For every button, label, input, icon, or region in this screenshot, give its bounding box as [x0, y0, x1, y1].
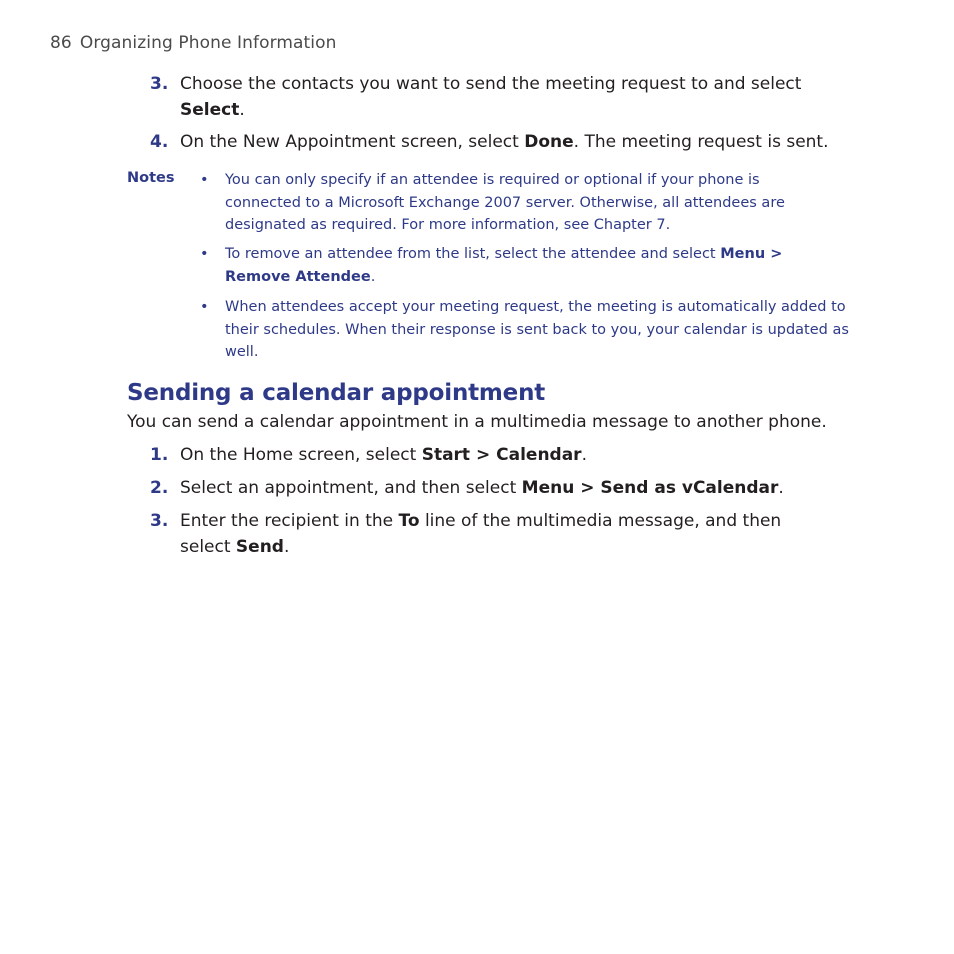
- step-number: 2.: [150, 478, 169, 498]
- step-text-part: Enter the recipient in the: [180, 511, 399, 531]
- bullet-icon: •: [200, 246, 209, 262]
- step-item: [150, 442, 850, 468]
- step-text-part: .: [581, 445, 587, 465]
- note-text: When attendees accept your meeting request, the meeting is automatically added to their schedules. When their response is sent back to you, your calendar is updated as well.: [225, 299, 849, 360]
- step-text-part: Select an appointment, and then select: [180, 478, 522, 498]
- step-number: 3.: [150, 74, 169, 94]
- step-text-part: Choose the contacts you want to send the meeting request to and select: [180, 74, 802, 94]
- step-text: [180, 475, 850, 501]
- note-text-part: To remove an attendee from the list, select the attendee and select: [225, 246, 721, 262]
- step-item: [150, 508, 850, 560]
- step-bold-term: To: [398, 511, 420, 531]
- step-text-part: line of the multimedia message, and then select: [180, 511, 782, 557]
- step-item: [150, 71, 850, 123]
- step-text-part: .: [239, 100, 245, 120]
- running-header: [50, 33, 337, 53]
- step-bold-term: Start > Calendar: [421, 445, 582, 465]
- section-heading: Sending a calendar appointment: [127, 380, 546, 406]
- step-item: [150, 475, 850, 501]
- note-item: [200, 243, 860, 288]
- note-item: [200, 296, 860, 364]
- running-header-title: Organizing Phone Information: [79, 33, 337, 53]
- note-text: You can only specify if an attendee is required or optional if your phone is connected to a Microsoft Exchange 2007 server. Otherwise, all attendees are designated as required. For more information, see Chapter 7.: [225, 172, 785, 233]
- step-text-part: .: [778, 478, 784, 498]
- step-text: [180, 442, 850, 468]
- step-number: 4.: [150, 132, 169, 152]
- step-bold-term: Select: [180, 100, 240, 120]
- page-number: 86: [50, 33, 72, 53]
- step-bold-term: Done: [524, 132, 574, 152]
- step-text-part: .: [283, 537, 290, 557]
- bullet-icon: •: [200, 299, 209, 315]
- step-number: 1.: [150, 445, 169, 465]
- step-bold-term: Menu > Send as vCalendar: [521, 478, 779, 498]
- bullet-icon: •: [200, 172, 209, 188]
- step-number: 3.: [150, 511, 169, 531]
- step-bold-term: Send: [235, 537, 284, 557]
- note-item: [200, 169, 860, 237]
- step-text-part: On the New Appointment screen, select: [180, 132, 525, 152]
- step-text: [180, 129, 850, 155]
- section-intro: You can send a calendar appointment in a multimedia message to another phone.: [127, 412, 827, 432]
- step-text-part: . The meeting request is sent.: [573, 132, 829, 152]
- notes-label: Notes: [127, 170, 175, 186]
- step-item: [150, 129, 850, 155]
- step-text-part: On the Home screen, select: [180, 445, 422, 465]
- note-text: [225, 243, 825, 288]
- note-bold-term: Menu > Remove Attendee: [225, 246, 783, 285]
- step-text: [180, 71, 830, 123]
- note-text-part: .: [370, 268, 376, 285]
- step-text: [180, 508, 810, 560]
